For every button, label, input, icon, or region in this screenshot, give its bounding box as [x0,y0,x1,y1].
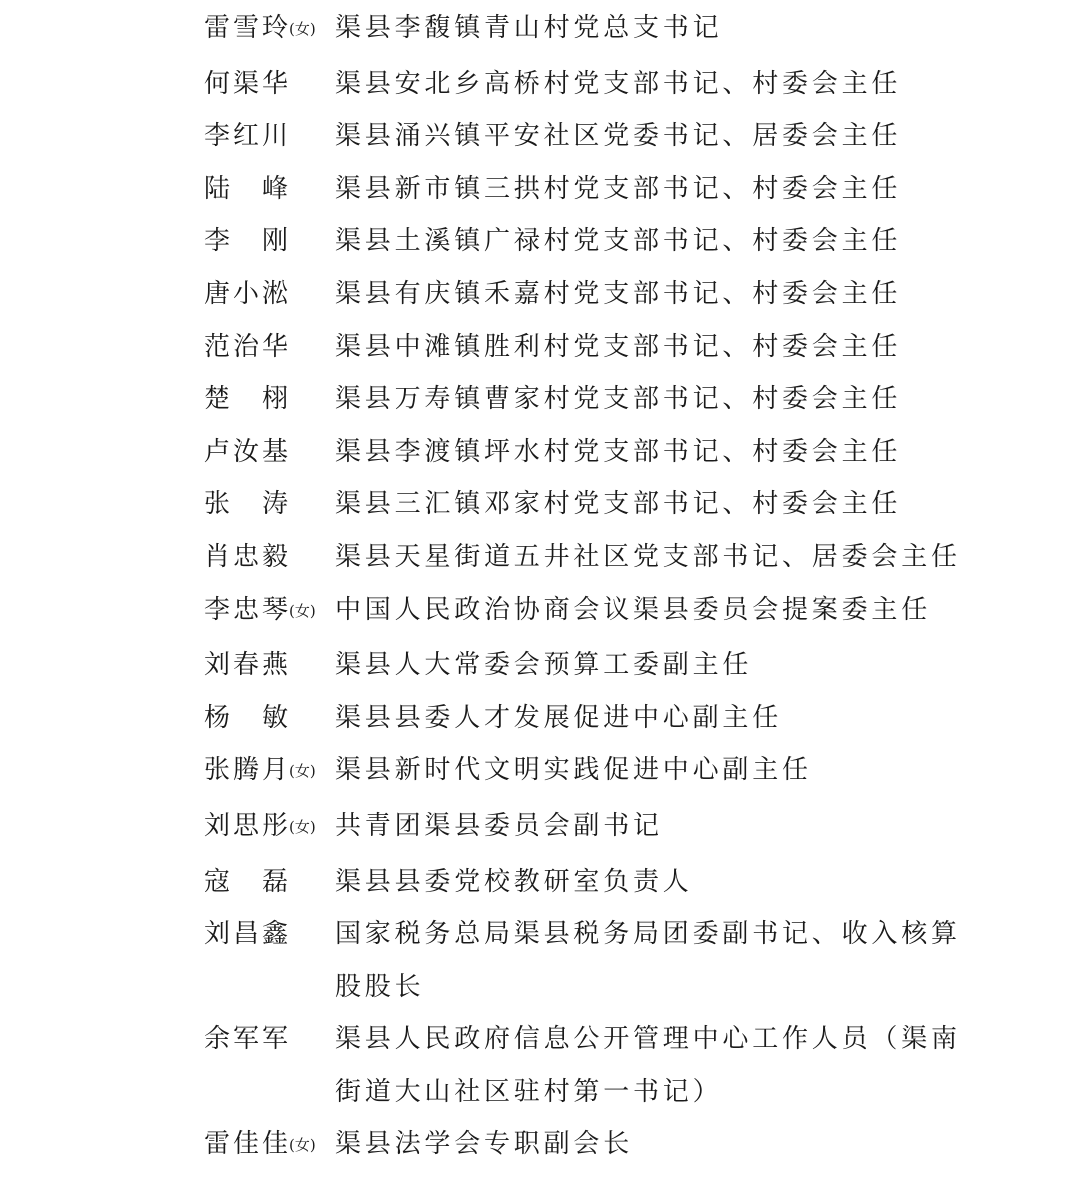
person-position [335,173,945,205]
list-item [204,120,964,152]
female-marker: (女) [289,20,316,38]
position-line: 渠县三汇镇邓家村党支部书记、村委会主任 [335,489,902,520]
person-name-cell [204,541,335,573]
list-item [204,173,964,205]
person-position [335,649,945,681]
honoree-list [204,12,964,1184]
position-line: 渠县县委人才发展促进中心副主任 [335,702,783,733]
person-position [335,278,945,310]
list-item [204,278,964,310]
person-name-cell [204,12,335,47]
person-name: 范治华 [204,331,292,362]
person-name: 雷佳佳 [204,1129,292,1160]
position-line: 渠县人民政府信息公开管理中心工作人员（渠南 [335,1024,961,1055]
person-name-cell [204,120,335,152]
person-name-cell [204,331,335,363]
person-name: 唐小淞 [204,278,292,309]
person-name: 李 刚 [204,226,288,257]
female-marker: (女) [289,601,316,620]
person-name: 陆 峰 [204,173,288,204]
position-line: 渠县法学会专职副会长 [335,1129,634,1160]
list-item [204,488,964,520]
position-line: 股股长 [335,971,425,1002]
person-name: 楚 栩 [204,384,288,415]
list-item [204,702,964,734]
person-name: 刘春燕 [204,650,292,681]
person-name-cell [204,702,335,734]
female-marker: (女) [289,762,316,781]
female-marker: (女) [289,1136,316,1155]
person-name-cell [204,649,335,681]
list-item [204,1128,964,1163]
person-position [335,12,945,44]
person-name: 卢汝基 [204,436,292,467]
list-item [204,225,964,257]
person-position [335,225,945,257]
position-line: 街道大山社区驻村第一书记） [335,1076,723,1107]
person-name-cell [204,594,335,629]
person-name: 刘思彤 [204,810,292,841]
position-line: 渠县安北乡高桥村党支部书记、村委会主任 [335,68,902,99]
list-item [204,649,964,681]
position-line: 渠县万寿镇曹家村党支部书记、村委会主任 [335,384,902,415]
person-name: 雷雪玲 [204,13,292,43]
position-line: 中国人民政治协商会议渠县委员会提案委主任 [335,594,932,625]
person-position [335,702,945,734]
person-name-cell [204,383,335,415]
position-line: 渠县天星街道五井社区党支部书记、居委会主任 [335,541,961,572]
person-position [335,541,961,573]
position-line: 渠县中滩镇胜利村党支部书记、村委会主任 [335,331,902,362]
person-position [335,1023,961,1108]
person-position [335,488,945,520]
position-line: 渠县涌兴镇平安社区党委书记、居委会主任 [335,121,902,152]
person-name: 李红川 [204,121,292,152]
person-position [335,810,945,842]
person-position [335,331,945,363]
person-name-cell [204,68,335,100]
position-line: 共青团渠县委员会副书记 [335,810,663,841]
person-name: 寇 磊 [204,866,288,897]
list-item [204,1023,964,1108]
position-line: 国家税务总局渠县税务局团委副书记、收入核算 [335,919,961,950]
person-name-cell [204,173,335,205]
person-name-cell [204,918,335,950]
person-position [335,866,945,898]
position-line: 渠县土溪镇广禄村党支部书记、村委会主任 [335,226,902,257]
person-name: 何渠华 [204,68,292,99]
person-name: 李忠琴 [204,594,292,625]
position-line: 渠县人大常委会预算工委副主任 [335,650,753,681]
person-name-cell [204,488,335,520]
person-name-cell [204,225,335,257]
person-name: 张腾月 [204,755,292,786]
person-position [335,383,945,415]
list-item [204,810,964,845]
person-position [335,594,945,626]
person-name-cell [204,754,335,789]
list-item [204,383,964,415]
person-position [335,754,945,786]
position-line: 渠县有庆镇禾嘉村党支部书记、村委会主任 [335,278,902,309]
person-name: 刘昌鑫 [204,919,292,950]
position-line: 渠县李馥镇青山村党总支书记 [335,13,723,43]
list-item [204,331,964,363]
person-name: 杨 敏 [204,702,288,733]
person-name-cell [204,810,335,845]
list-item [204,541,964,573]
person-name-cell [204,278,335,310]
person-name: 肖忠毅 [204,541,292,572]
person-position [335,436,945,468]
position-line: 渠县县委党校教研室负责人 [335,866,693,897]
list-item [204,436,964,468]
person-name-cell [204,1128,335,1163]
list-item [204,866,964,898]
person-position [335,120,945,152]
person-name: 张 涛 [204,489,288,520]
position-line: 渠县李渡镇坪水村党支部书记、村委会主任 [335,436,902,467]
person-position [335,68,945,100]
list-item [204,754,964,789]
person-name-cell [204,866,335,898]
position-line: 渠县新时代文明实践促进中心副主任 [335,755,812,786]
person-name: 余军军 [204,1024,292,1055]
person-position [335,918,961,1003]
list-item [204,12,964,47]
list-item [204,918,964,1003]
list-item [204,594,964,629]
person-position [335,1128,945,1160]
person-name-cell [204,436,335,468]
position-line: 渠县新市镇三拱村党支部书记、村委会主任 [335,173,902,204]
person-name-cell [204,1023,335,1055]
list-item [204,68,964,100]
female-marker: (女) [289,817,316,836]
